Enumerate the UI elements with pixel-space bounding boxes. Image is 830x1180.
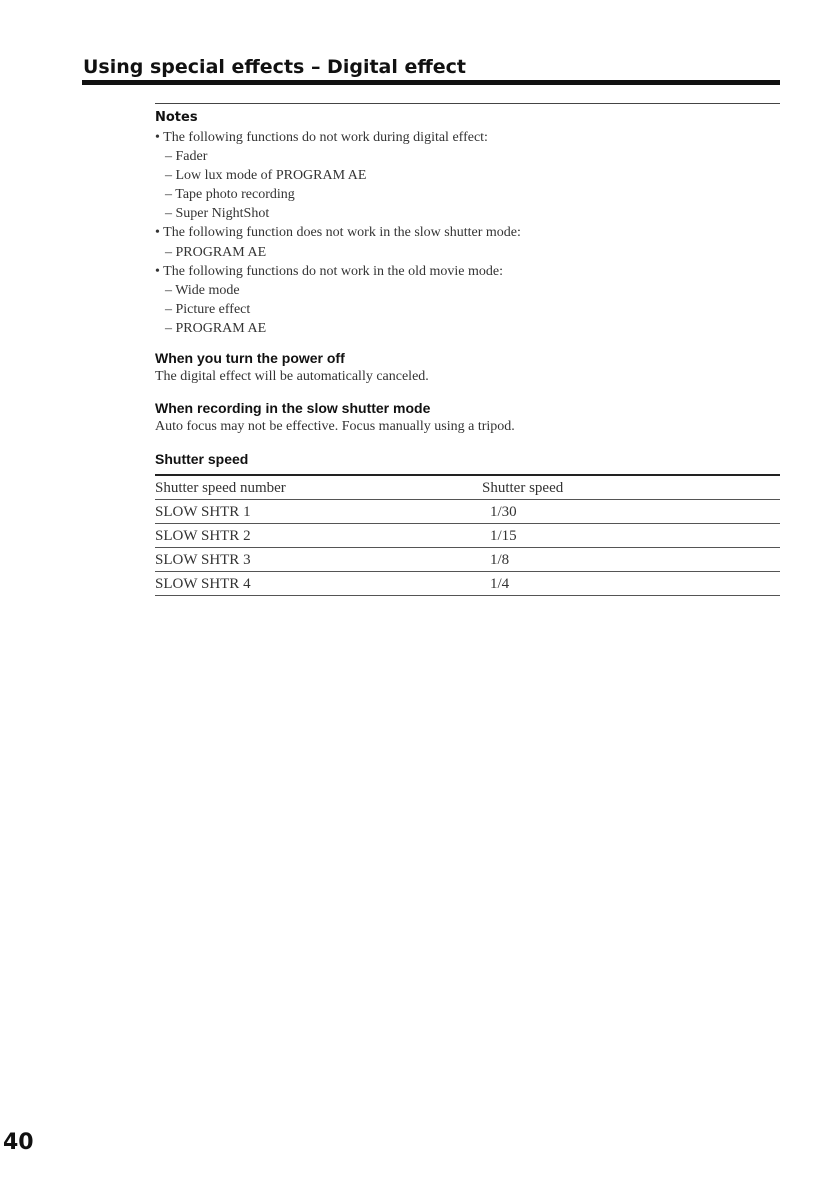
note-item: • The following functions do not work in the old movie mode:: [155, 263, 503, 279]
power-off-section: [155, 349, 780, 386]
shutter-speed-cell: 1/15: [490, 527, 517, 544]
shutter-number-cell: SLOW SHTR 1: [155, 503, 251, 520]
note-item: • The following functions do not work during digital effect:: [155, 130, 488, 145]
notes-section: [155, 109, 780, 338]
slow-shutter-section: [155, 399, 780, 436]
column-header-number: Shutter speed number: [155, 479, 286, 496]
shutter-speed-heading: Shutter speed: [155, 451, 249, 468]
table-row: [155, 500, 780, 524]
note-subitem: – PROGRAM AE: [165, 244, 267, 260]
note-subitem: – Low lux mode of PROGRAM AE: [165, 168, 367, 184]
shutter-speed-cell: 1/30: [490, 503, 517, 520]
slow-shutter-text: Auto focus may not be effective. Focus manually using a tripod.: [155, 419, 515, 435]
note-subitem: – Picture effect: [165, 301, 251, 317]
shutter-number-cell: SLOW SHTR 3: [155, 551, 251, 568]
table-row: [155, 572, 780, 596]
notes-list: [155, 128, 780, 338]
shutter-number-cell: SLOW SHTR 2: [155, 527, 251, 544]
shutter-speed-cell: 1/8: [490, 551, 510, 568]
page-number: 40: [3, 1130, 34, 1155]
slow-shutter-heading: When recording in the slow shutter mode: [155, 400, 431, 417]
shutter-speed-section: [155, 450, 780, 596]
note-subitem: – Wide mode: [165, 282, 240, 298]
notes-divider: [155, 103, 780, 104]
shutter-speed-table: [155, 474, 780, 596]
note-subitem: – Tape photo recording: [165, 187, 295, 203]
note-subitem: – Fader: [165, 149, 208, 165]
note-subitem: – Super NightShot: [165, 206, 270, 222]
shutter-number-cell: SLOW SHTR 4: [155, 575, 251, 592]
page-header: [82, 54, 780, 85]
shutter-speed-cell: 1/4: [490, 575, 510, 592]
column-header-speed: Shutter speed: [482, 479, 564, 496]
power-off-heading: When you turn the power off: [155, 350, 345, 367]
content: [155, 103, 780, 596]
note-subitem: – PROGRAM AE: [165, 320, 267, 336]
table-row: [155, 524, 780, 548]
notes-heading: Notes: [155, 110, 198, 125]
table-row: [155, 548, 780, 572]
title-rule: [82, 80, 780, 85]
table-header-row: [155, 475, 780, 500]
page-title: Using special effects – Digital effect: [83, 56, 466, 78]
note-item: • The following function does not work in the slow shutter mode:: [155, 225, 521, 241]
power-off-text: The digital effect will be automatically canceled.: [155, 369, 429, 385]
